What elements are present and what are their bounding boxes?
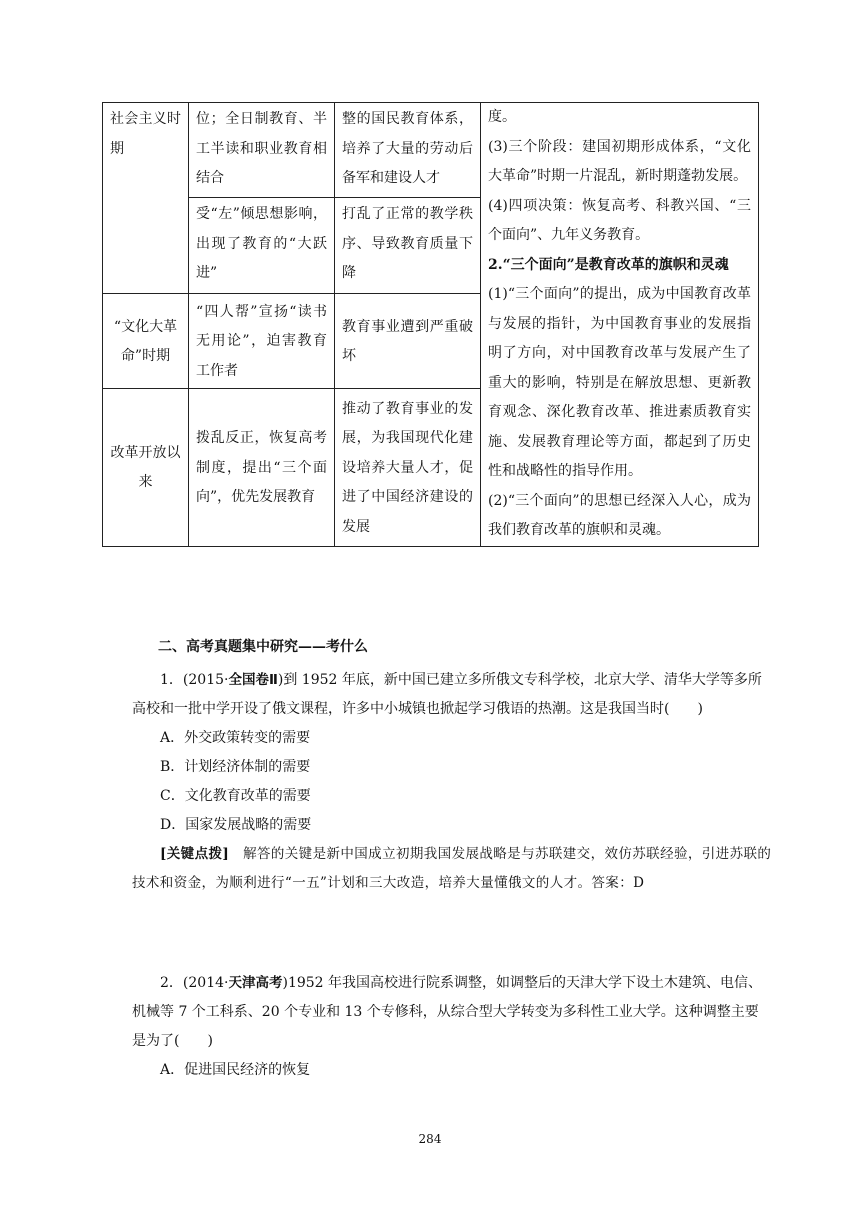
key-hint-label: [关键点拨]	[160, 846, 230, 862]
effect-text: 推动了教育事业的发展，为我国现代化建设培养大量人才，促进了中国经济建设的发展	[342, 400, 473, 535]
question-number: 2．	[160, 975, 183, 991]
period-cell-socialist	[103, 103, 189, 294]
period-label: “文化大革命”时期	[113, 318, 178, 365]
option-d: D．国家发展战略的需要	[160, 817, 312, 833]
section-title: 二、高考真题集中研究——考什么	[158, 639, 368, 655]
question-text: 到 1952 年底，新中国已建立多所俄文专科学校，北京大学、清华大学等多所高校和一批中学开设了俄文课程，许多中小城镇也掀起学习俄语的热潮。这是我国当时( )	[132, 672, 762, 717]
key-hint-text: 解答的关键是新中国成立初期我国发展战略是与苏联建交，效仿苏联经验，引进苏联的技术和资金，为顺利进行“一五”计划和三大改造，培养大量懂俄文的人才。答案：D	[132, 846, 772, 891]
summary-para: (1)“三个面向”的提出，成为中国教育改革与发展的指针，为中国教育事业的发展指明了方向，对中国教育改革与发展产生了重大的影响，特别是在解放思想、更新教育观念、深化教育改革、推进素质教育实施、发展教育理论等方面，都起到了历史性和战略性的指导作用。	[488, 286, 751, 479]
option-b: B．计划经济体制的需要	[160, 759, 311, 775]
period-cell-reform	[103, 389, 189, 546]
policy-text: “四人帮”宣扬“读书无用论”，迫害教育工作者	[196, 303, 327, 379]
policy-text: 位；全日制教育、半工半读和职业教育相结合	[196, 111, 327, 186]
policy-cell	[189, 103, 335, 198]
effect-cell	[335, 389, 481, 546]
policy-cell	[189, 198, 335, 293]
option-a: A．促进国民经济的恢复	[160, 1062, 311, 1078]
policy-cell	[189, 293, 335, 388]
summary-para: 度。	[488, 109, 516, 125]
source-suffix: )	[277, 672, 284, 688]
source-label: 全国卷Ⅱ	[228, 672, 278, 688]
question-stem	[132, 969, 772, 1056]
question-text: 1952 年我国高校进行院系调整，如调整后的天津大学下设土木建筑、电信、机械等 7 个工科系、20 个专业和 13 个专修科，从综合型大学转变为多科性工业大学。这种调整主要是为了( )	[132, 975, 763, 1049]
question-1	[132, 666, 772, 898]
summary-heading: 2.“三个面向”是教育改革的旗帜和灵魂	[488, 256, 729, 273]
history-table	[102, 102, 759, 547]
effect-cell	[335, 198, 481, 293]
question-number: 1．	[160, 672, 183, 688]
source-prefix: (2015·	[182, 672, 229, 688]
effect-cell	[335, 103, 481, 198]
effect-text: 整的国民教育体系，培养了大量的劳动后备军和建设人才	[342, 111, 473, 186]
summary-para: (4)四项决策：恢复高考、科教兴国、“三个面向”、九年义务教育。	[488, 197, 751, 243]
summary-cell	[481, 103, 759, 547]
question-stem	[132, 666, 772, 724]
policy-cell	[189, 389, 335, 546]
option-a: A．外交政策转变的需要	[160, 730, 311, 746]
effect-text: 打乱了正常的教学秩序、导致教育质量下降	[342, 206, 473, 282]
source-prefix: (2014·	[182, 975, 229, 991]
effect-cell	[335, 293, 481, 388]
policy-text: 受“左”倾思想影响，出现了教育的“大跃进”	[196, 206, 327, 282]
period-cell-cultural-revolution	[103, 293, 189, 388]
option-c: C．文化教育改革的需要	[160, 788, 311, 804]
effect-text: 教育事业遭到严重破坏	[342, 318, 473, 365]
question-2	[132, 969, 772, 1085]
key-hint	[132, 840, 772, 898]
page-number: 284	[418, 1132, 442, 1146]
period-label: 社会主义时期	[110, 111, 181, 157]
source-label: 天津高考	[228, 975, 283, 991]
source-suffix: )	[282, 975, 288, 991]
period-label: 改革开放以来	[110, 444, 181, 491]
policy-text: 拨乱反正，恢复高考制度，提出“三个面向”，优先发展教育	[196, 430, 327, 506]
summary-para: (2)“三个面向”的思想已经深入人心，成为我们教育改革的旗帜和灵魂。	[488, 492, 751, 538]
summary-para: (3)三个阶段：建国初期形成体系，“文化大革命”时期一片混乱，新时期蓬勃发展。	[488, 138, 751, 184]
